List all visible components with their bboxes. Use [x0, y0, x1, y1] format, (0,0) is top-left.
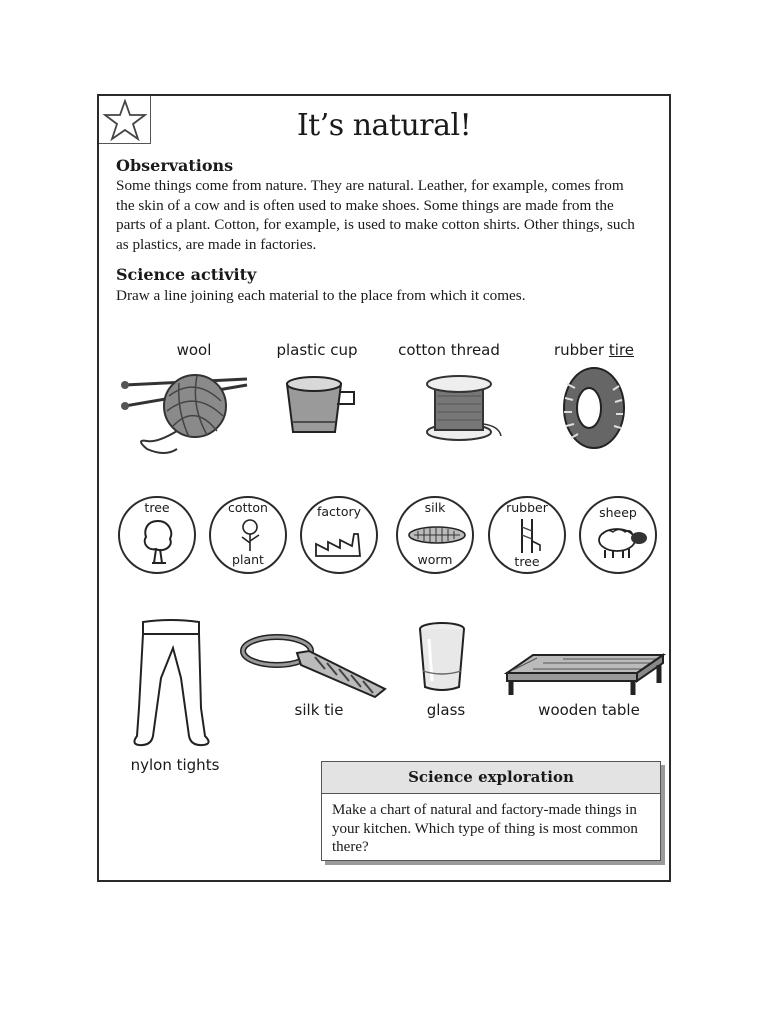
- exploration-heading: Science exploration: [322, 762, 660, 794]
- science-exploration-box: [321, 761, 661, 861]
- label-plastic-cup: plastic cup: [276, 341, 358, 359]
- plastic-cup-icon: [279, 374, 359, 444]
- glass-icon: [417, 621, 467, 693]
- activity-text: Draw a line joining each material to the place from which it comes.: [116, 287, 526, 304]
- rubber-tree-icon: [514, 517, 544, 555]
- tree-icon: [140, 517, 176, 567]
- factory-icon: [314, 530, 368, 560]
- observations-heading: Observations: [116, 156, 234, 175]
- tire-icon: [559, 364, 629, 452]
- worksheet: [97, 94, 671, 882]
- thread-spool-icon: [421, 374, 511, 444]
- source-factory: [300, 496, 378, 574]
- source-sheep: [579, 496, 657, 574]
- label-wooden-table: wooden table: [538, 701, 640, 719]
- label-cotton-thread: cotton thread: [398, 341, 500, 359]
- activity-heading: Science activity: [116, 265, 257, 284]
- source-silk-label: silk: [424, 500, 446, 515]
- page-title: It’s natural!: [296, 108, 472, 143]
- exploration-text: Make a chart of natural and factory-made things in your kitchen. Which type of thing is most common there?: [332, 802, 638, 855]
- label-glass: glass: [426, 701, 466, 719]
- source-sheep-label: sheep: [599, 505, 637, 520]
- table-icon: [503, 651, 669, 701]
- source-worm-label: worm: [417, 552, 453, 567]
- label-silk-tie: silk tie: [294, 701, 344, 719]
- tights-icon: [121, 618, 221, 748]
- source-plant-label: plant: [232, 552, 264, 567]
- source-rubber-label: rubber: [506, 500, 548, 515]
- sheep-icon: [593, 524, 649, 560]
- label-tire: tire: [608, 341, 635, 359]
- tie-icon: [239, 631, 389, 701]
- source-factory-label: factory: [316, 504, 362, 519]
- label-rubber-tire: [544, 341, 644, 359]
- source-tree: [118, 496, 196, 574]
- wool-ball-icon: [117, 371, 257, 461]
- label-nylon-tights: nylon tights: [130, 756, 220, 774]
- label-wool: wool: [176, 341, 212, 359]
- source-rubber-tree-label: tree: [514, 554, 540, 569]
- source-cotton-plant: [209, 496, 287, 574]
- label-rubber: rubber: [553, 341, 605, 359]
- source-rubber-tree: [488, 496, 566, 574]
- source-tree-label: tree: [144, 500, 170, 515]
- observations-text: Some things come from nature. They are natural. Leather, for example, comes from the skin of a cow and is often used to make shoes. Some things are made from the parts of a plant. Cotton, for example, is used to make cotton shirts. Other things, such as plastics, are made in factories.: [116, 177, 635, 253]
- silkworm-icon: [406, 521, 468, 549]
- source-cotton-label: cotton: [228, 500, 268, 515]
- source-silk-worm: [396, 496, 474, 574]
- cotton-plant-icon: [233, 517, 267, 553]
